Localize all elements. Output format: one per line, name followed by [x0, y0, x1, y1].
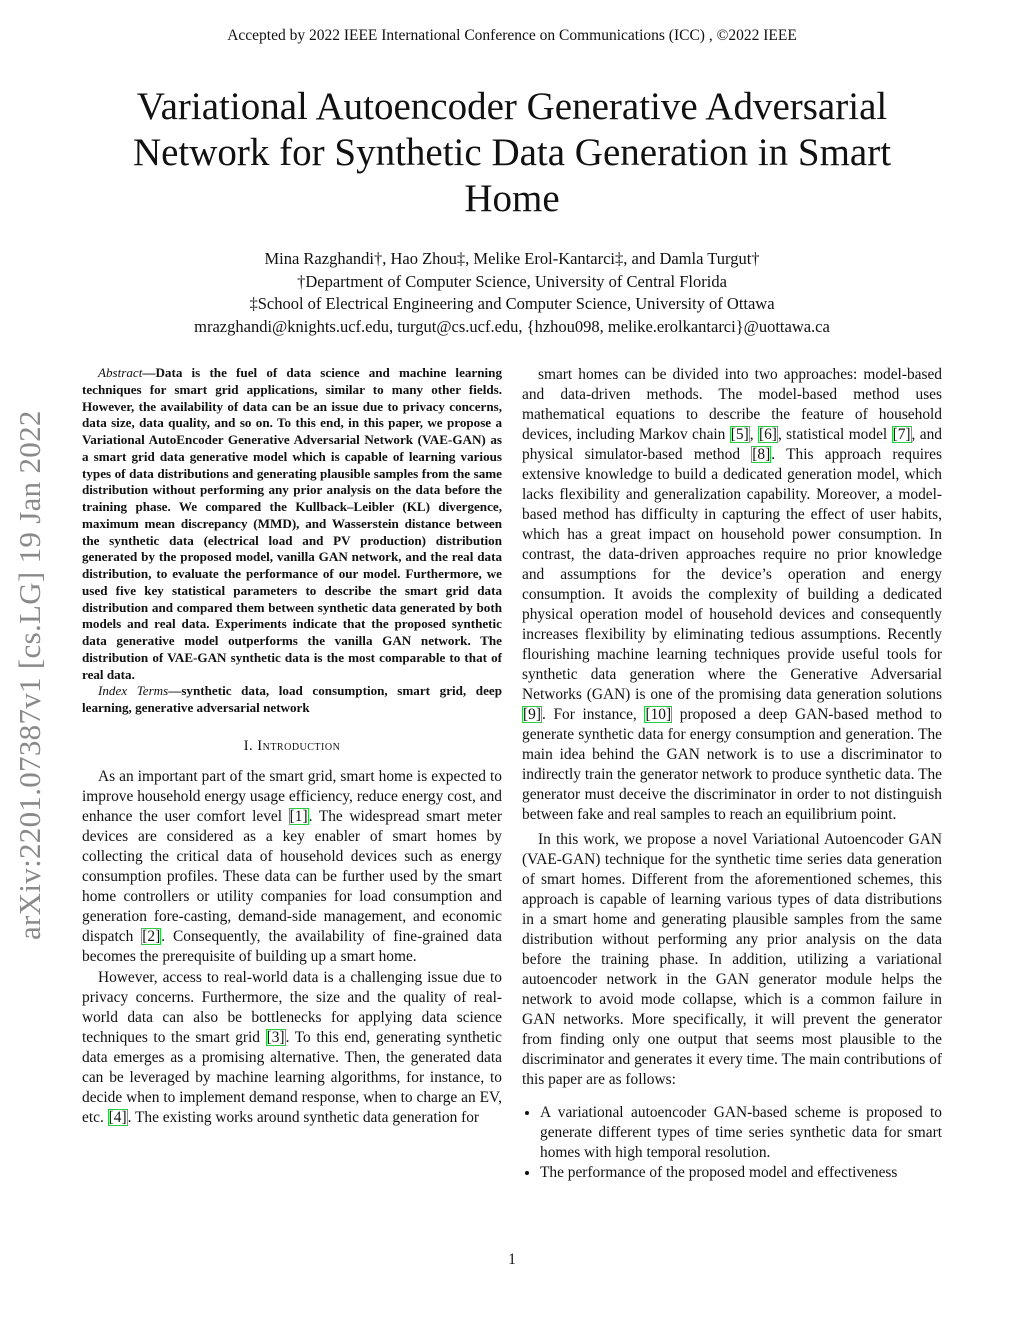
affiliation: †Department of Computer Science, University of Central Florida — [297, 271, 727, 291]
citation-link[interactable]: [1] — [289, 807, 308, 825]
paragraph-text: . To this end, generating synthetic data emerges as a promising alternative. Then, the generated data can be leveraged by machine learning algorithms, for instance, to decide when to implement demand response, when to charge an EV, etc. — [82, 1028, 502, 1126]
title-line: Network for Synthetic Data Generation in Smart — [132, 131, 892, 174]
paragraph-text: smart homes can be divided into two approaches: model-based and data-driven methods. The model-based method uses mathematical equations to describe the feature of household devices, including Markov chain — [522, 366, 942, 443]
arxiv-stamp: arXiv:2201.07387v1 [cs.LG] 19 Jan 2022 — [12, 410, 47, 940]
paper-title — [80, 84, 944, 222]
paragraph — [82, 767, 502, 967]
paragraph-text: However, access to real-world data is a challenging issue due to privacy concerns. Furthermore, the size and the quality of real-world data can also be bottlenecks for applying data science techniques to the smart grid — [82, 968, 502, 1046]
paragraph-text: As an important part of the smart grid, smart home is expected to improve household energy usage efficiency, reduce energy cost, and enhance the user comfort level — [82, 767, 502, 825]
index-terms-label: Index Terms — [98, 683, 169, 699]
author-emails: mrazghandi@knights.ucf.edu, turgut@cs.ucf.edu, {hzhou098, melike.erolkantarci}@uottawa.ca — [194, 316, 830, 336]
paragraph-text: proposed a deep GAN-based method to generate synthetic data for energy consumption and generation. The main idea behind the GAN network is to use a discriminator to indirectly train the generator network to produce synthetic data. The generator must deceive the discriminator in order to not distinguish between fake and real samples to reach an equilibrium point. — [522, 706, 942, 823]
index-terms — [82, 683, 502, 717]
page-number: 1 — [508, 1251, 516, 1268]
citation-link[interactable]: [3] — [266, 1028, 285, 1046]
intro-paragraphs-right — [522, 365, 942, 1090]
paragraph-text: . Consequently, the availability of fine-grained data becomes the prerequisite of building up a smart home. — [82, 927, 502, 965]
title-line: Home — [464, 177, 560, 220]
author-block — [60, 248, 964, 338]
paragraph-text: In this work, we propose a novel Variational Autoencoder GAN (VAE-GAN) technique for the synthetic time series data generation of smart homes. Different from the aforementioned schemes, this approach is capable of learning various types of data distributions in a smart home and generating plausible samples from the same distribution without performing any prior analysis on the data before the training phase. In addition, utilizing a variational autoencoder network in the GAN generator module helps the network to avoid mode collapse, which is a common failure in GAN networks. More specifically, it will prevent the generator from finding only one output that seems most plausible to the discriminator and generates it every time. The main contributions of this paper are as follows: — [522, 831, 942, 1088]
conference-header: Accepted by 2022 IEEE International Conference on Communications (ICC) , ©2022 IEEE — [227, 27, 797, 44]
index-terms-text: —synthetic data, load consumption, smart grid, deep learning, generative adversarial network — [82, 683, 502, 715]
citation-link[interactable]: [4] — [108, 1108, 127, 1126]
paragraph-text: . This approach requires extensive knowledge to build a dedicated generation model, which lacks flexibility and generalization capability. Moreover, a model-based method has difficulty in capturing the effect of user habits, which has a great impact on household power consumption. In contrast, the data-driven approaches require no prior knowledge and assumptions for the device’s operation and energy consumption. It avoids the complexity of building a dedicated physical operation model of household devices and consequently increases flexibility by eliminating tedious assumptions. Recently flourishing machine learning techniques provide useful tools for synthetic data generation where the Generative Adversarial Networks (GAN) is one of the promising data generation solutions — [522, 446, 942, 703]
citation-link[interactable]: [10] — [645, 706, 672, 723]
intro-paragraphs-left — [82, 767, 502, 1128]
paragraph — [522, 365, 942, 825]
contribution-item: • The performance of the proposed model and effectiveness — [540, 1163, 942, 1183]
abstract — [82, 365, 502, 683]
abstract-text: —Data is the fuel of data science and machine learning techniques for smart grid applications, similar to many other fields. However, the availability of data can be an issue due to privacy concerns, data size, data quality, and so on. To this end, in this paper, we propose a Variational AutoEncoder Generative Adversarial Network (VAE-GAN) as a smart grid data generative model which is capable of learning various types of data distributions and generating plausible samples from the same distribution without performing any prior analysis on the data before the training phase. We compared the Kullback–Leibler (KL) divergence, maximum mean discrepancy (MMD), and Wasserstein distance between the synthetic data (electrical load and PV production) distribution generated by the proposed model, vanilla GAN network, and the real data distribution, to evaluate the performance of our model. Furthermore, we used five key statistical parameters to describe the smart grid data distribution and compared them between synthetic data generated by both models and real data. Experiments indicate that the proposed synthetic data generative model outperforms the vanilla GAN network. The distribution of VAE-GAN synthetic data is the most comparable to that of real data. — [82, 365, 502, 682]
citation-link[interactable]: [7] — [892, 426, 911, 443]
citation-link[interactable]: [5] — [730, 426, 749, 443]
abstract-label: Abstract — [98, 365, 143, 380]
contribution-item: • A variational autoencoder GAN-based scheme is proposed to generate different types of time series synthetic data for smart homes with high temporal resolution. — [540, 1103, 942, 1163]
citation-link[interactable]: [6] — [758, 426, 777, 443]
title-line: Variational Autoencoder Generative Adversarial — [136, 85, 888, 128]
paragraph-text: , and physical simulator-based method — [522, 426, 942, 463]
left-column — [82, 365, 502, 1128]
paragraph-text: . The widespread smart meter devices are considered as a key enabler of smart homes by collecting the critical data of household devices such as energy consumption profiles. These data can be further used by the smart home controllers or utility companies for load consumption and generation fore-casting, demand-side management, and economic dispatch — [82, 807, 502, 945]
right-column — [522, 365, 942, 1183]
section-heading: I. Introduction — [243, 737, 341, 754]
citation-link[interactable]: [9] — [523, 706, 541, 723]
contribution-list — [522, 1103, 942, 1183]
citation-link[interactable]: [2] — [142, 927, 161, 945]
citation-link[interactable]: [8] — [752, 446, 771, 463]
affiliation: ‡School of Electrical Engineering and Computer Science, University of Ottawa — [249, 294, 775, 313]
author-names: Mina Razghandi†, Hao Zhou‡, Melike Erol-Kantarci‡, and Damla Turgut† — [264, 249, 760, 268]
paragraph — [522, 830, 942, 1090]
paragraph-text: . For instance, — [541, 706, 645, 723]
paragraph-text: , statistical model — [777, 426, 892, 443]
paragraph-text: . The existing works around synthetic data generation for — [127, 1108, 480, 1126]
paragraph — [82, 968, 502, 1128]
paragraph-text: , — [749, 426, 758, 443]
